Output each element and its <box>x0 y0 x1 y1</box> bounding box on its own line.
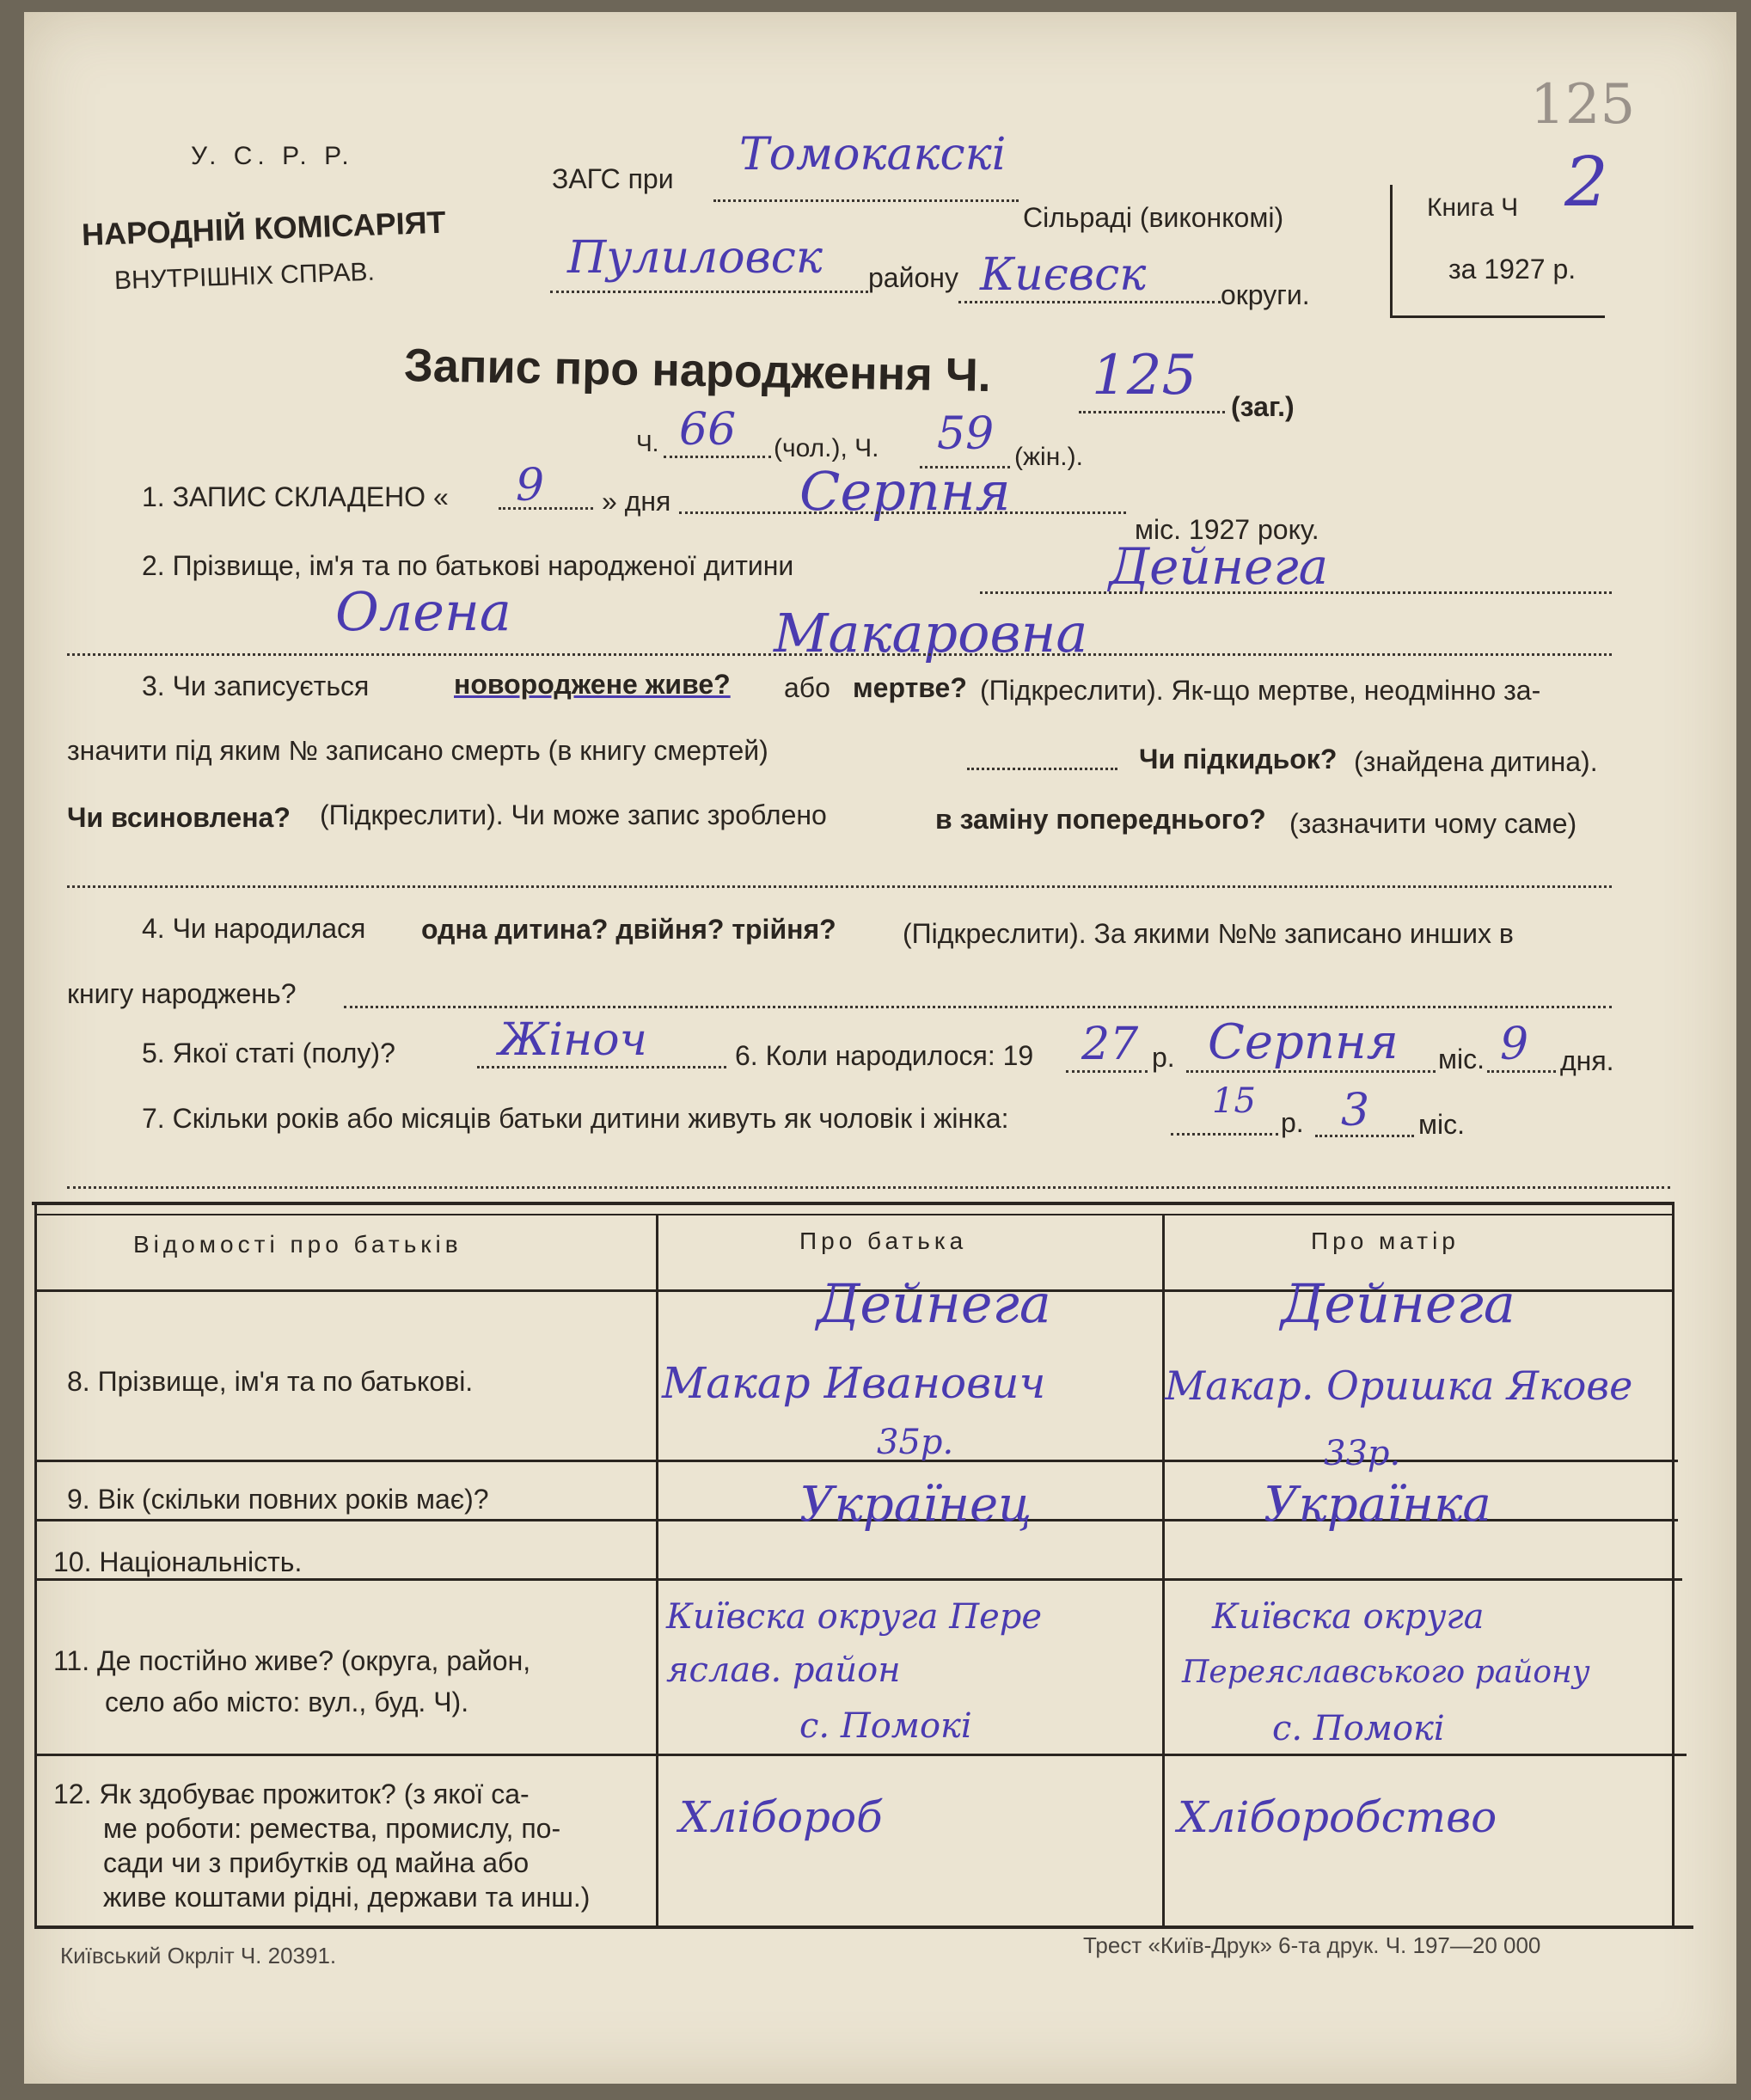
hw-father-nationality: Українец <box>799 1477 1032 1533</box>
commissariat-label: НАРОДНІЙ КОМІСАРІЯТ <box>81 204 447 253</box>
item3-adopted: Чи всиновлена? <box>67 802 291 833</box>
hw-father-age: 35р. <box>877 1423 954 1462</box>
row12-label-line2: ме роботи: ремества, промислу, по- <box>103 1813 561 1844</box>
item3-line2-a: значити під яким № записано смерть (в книгу смертей) <box>67 735 768 766</box>
item1-day-label: » дня <box>602 486 671 517</box>
table-bottom <box>34 1926 1693 1929</box>
name-dotline <box>67 653 1612 656</box>
okrug-suffix: округи. <box>1221 279 1310 310</box>
hw-sex: Жіноч <box>499 1014 647 1066</box>
item4-options: одна дитина? двійня? трійня? <box>421 914 836 945</box>
hw-mother-name: Макар. Оришка Якове <box>1165 1362 1633 1409</box>
page-title: Запис про народження Ч. <box>403 340 992 401</box>
item7-years-suffix: р. <box>1281 1107 1304 1138</box>
row11-label-line2: село або місто: вул., буд. Ч). <box>105 1687 469 1717</box>
months-dotline <box>1315 1135 1414 1137</box>
footer-left: Київський Окрліт Ч. 20391. <box>60 1943 337 1968</box>
district-dotline <box>550 291 868 293</box>
row12-label-line4: живе коштами рідні, держави та инш.) <box>103 1882 591 1913</box>
item3-found-child: (знайдена дитина). <box>1354 746 1598 777</box>
years-dotline <box>1171 1133 1278 1136</box>
village-council-label: Сільраді (виконкомі) <box>1023 202 1284 233</box>
ussr-label: У. С. Р. Р. <box>191 142 354 170</box>
hw-record-month: Серпня <box>799 460 1011 523</box>
book-label: Книга Ч <box>1427 193 1519 222</box>
male-label: (чол.), Ч. <box>774 434 879 462</box>
item7-dotline <box>67 1186 1670 1189</box>
record-number-dotline <box>1079 411 1225 413</box>
sex-dotline <box>477 1066 726 1068</box>
hw-father-surname: Дейнега <box>817 1272 1051 1335</box>
item5-label: 5. Якої статі (полу)? <box>142 1038 395 1068</box>
hw-mother-address-2: Переяславського району <box>1182 1655 1590 1690</box>
item3-alive-option: новороджене живе? <box>454 669 731 700</box>
row8-divider <box>36 1460 1678 1462</box>
item3-foundling: Чи підкидьок? <box>1139 744 1338 774</box>
item3-line3-b: (Підкреслити). Чи може запис зроблено <box>320 799 827 830</box>
item3-line3-d: (зазначити чому саме) <box>1289 808 1577 839</box>
hw-marriage-years: 15 <box>1212 1081 1256 1121</box>
table-top <box>32 1202 1674 1205</box>
hw-father-address-1: Київска округа Пере <box>666 1597 1043 1637</box>
hw-father-name: Макар Иванович <box>662 1358 1046 1408</box>
hw-child-name: Олена <box>335 580 511 643</box>
ministry-label: ВНУТРІШНІХ СПРАВ. <box>113 257 376 296</box>
byear-dotline <box>1066 1070 1148 1073</box>
hw-marriage-months: 3 <box>1341 1085 1370 1136</box>
hw-district: Пулиловск <box>567 232 823 284</box>
item3-line1-a: 3. Чи записується <box>142 670 370 701</box>
hw-child-patronymic: Макаровна <box>774 602 1088 664</box>
col-divider-2 <box>1162 1214 1165 1926</box>
row10-label: 10. Національність. <box>53 1546 303 1577</box>
hw-mother-age: 33р. <box>1324 1434 1401 1473</box>
year-label: за 1927 р. <box>1448 254 1577 285</box>
surname-dotline <box>980 591 1612 594</box>
item3-replacement: в заміну попереднього? <box>935 804 1266 835</box>
item3-dotline <box>67 885 1612 888</box>
hw-birth-year: 27 <box>1081 1019 1139 1070</box>
hw-child-surname: Дейнега <box>1109 537 1329 596</box>
item6-month-suffix: міс. <box>1438 1044 1485 1074</box>
total-suffix: (заг.) <box>1231 391 1295 422</box>
col-header-parents: Відомості про батьків <box>133 1231 462 1258</box>
hw-mother-address-3: с. Помокі <box>1272 1709 1445 1748</box>
corner-pencil-number: 125 <box>1530 73 1636 137</box>
hw-female-number: 59 <box>937 408 995 460</box>
row11-divider <box>36 1754 1687 1756</box>
item6-year-suffix: р. <box>1152 1042 1175 1073</box>
row11-label-line1: 11. Де постійно живе? (округа, район, <box>53 1645 531 1676</box>
bday-dotline <box>1487 1070 1556 1073</box>
row12-label-line1: 12. Як здобуває прожиток? (з якої са- <box>53 1779 530 1809</box>
table-right <box>1672 1202 1674 1928</box>
death-number-dotline <box>967 768 1117 770</box>
row8-label: 8. Прізвище, ім'я та по батькові. <box>67 1366 474 1397</box>
district-suffix: району <box>868 262 958 293</box>
bmonth-dotline <box>1186 1070 1436 1073</box>
hw-father-address-3: с. Помокі <box>799 1706 972 1746</box>
okrug-dotline <box>958 301 1221 303</box>
male-dotline <box>664 456 771 458</box>
item6-day-suffix: дня. <box>1560 1045 1614 1076</box>
village-dotline <box>713 199 1019 202</box>
hw-okrug: Києвск <box>980 249 1147 301</box>
footer-right: Трест «Київ-Друк» 6-та друк. Ч. 197—20 000 <box>1083 1932 1541 1958</box>
hw-village: Томокакскі <box>739 129 1007 181</box>
hw-birth-day: 9 <box>1500 1019 1529 1070</box>
item4-line1-a: 4. Чи народилася <box>142 913 366 944</box>
book-box-left <box>1390 185 1393 315</box>
item3-line1-e: (Підкреслити). Як-що мертве, неодмінно за- <box>980 675 1541 706</box>
female-label: (жін.). <box>1014 443 1083 471</box>
hw-father-occupation: Хлібороб <box>679 1792 883 1842</box>
zags-prefix: ЗАГС при <box>552 163 674 194</box>
item4-dotline <box>344 1006 1612 1008</box>
ch1-label: Ч. <box>636 430 659 456</box>
item7-months-suffix: міс. <box>1418 1109 1465 1140</box>
col-divider-1 <box>656 1214 658 1927</box>
hw-mother-surname: Дейнега <box>1281 1272 1515 1335</box>
hw-mother-address-1: Київска округа <box>1212 1597 1485 1637</box>
book-box-bottom <box>1390 315 1605 318</box>
item7-label: 7. Скільки років або місяців батьки дитини живуть як чоловік і жінка: <box>142 1103 1009 1134</box>
day-dotline <box>499 507 593 510</box>
item1-label: 1. ЗАПИС СКЛАДЕНО « <box>142 481 449 512</box>
hw-male-number: 66 <box>679 404 737 456</box>
hw-father-address-2: яслав. район <box>666 1650 901 1690</box>
hw-mother-nationality: Українка <box>1264 1477 1491 1533</box>
hw-birth-month: Серпня <box>1208 1014 1399 1070</box>
month-dotline <box>679 511 1126 514</box>
table-top-inner <box>34 1214 1672 1215</box>
item4-line2: книгу народжень? <box>67 978 297 1009</box>
hw-book-number: 2 <box>1564 142 1608 222</box>
hw-record-day: 9 <box>516 460 545 511</box>
col-header-mother: Про матір <box>1311 1228 1460 1254</box>
item4-line1-c: (Підкреслити). За якими №№ записано инших в <box>903 918 1514 949</box>
item6-label: 6. Коли народилося: 19 <box>735 1040 1034 1071</box>
row9-label: 9. Вік (скільки повних років має)? <box>67 1484 489 1515</box>
hw-mother-occupation: Хліборобство <box>1178 1792 1497 1842</box>
row12-label-line3: сади чи з прибутків од майна або <box>103 1847 530 1878</box>
item3-dead-option: мертве? <box>853 672 967 703</box>
item3-or: або <box>784 672 830 703</box>
hw-record-number: 125 <box>1092 344 1197 407</box>
col-header-father: Про батька <box>799 1228 968 1254</box>
item2-label: 2. Прізвище, ім'я та по батькові народженої дитини <box>142 550 794 581</box>
item1-year-label: міс. 1927 року. <box>1135 514 1319 545</box>
table-left <box>34 1202 37 1928</box>
